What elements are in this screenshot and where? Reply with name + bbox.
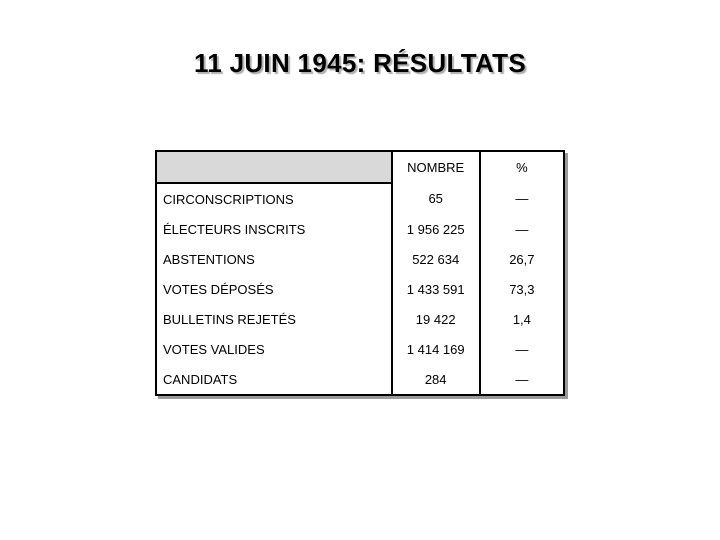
row-label: VOTES DÉPOSÉS: [163, 281, 274, 297]
row-percent: 1,4: [480, 304, 564, 334]
row-number: 65: [392, 183, 480, 214]
table-row: [156, 214, 564, 244]
row-label: CIRCONSCRIPTIONS: [163, 191, 294, 207]
row-percent: 26,7: [480, 244, 564, 274]
row-label: CANDIDATS: [163, 371, 238, 387]
row-percent: —: [480, 214, 564, 244]
row-number: 1 414 169: [392, 334, 480, 364]
row-percent: —: [480, 364, 564, 395]
slide-title: 11 JUIN 1945: RÉSULTATS: [193, 48, 526, 78]
table-header-row: [156, 151, 564, 183]
row-label: BULLETINS REJETÉS: [163, 311, 296, 327]
table-row: [156, 334, 564, 364]
row-number: 1 433 591: [392, 274, 480, 304]
table-row: [156, 183, 564, 214]
row-number: 19 422: [392, 304, 480, 334]
row-number: 1 956 225: [392, 214, 480, 244]
row-number: 522 634: [392, 244, 480, 274]
row-label: VOTES VALIDES: [163, 341, 265, 357]
row-label: ÉLECTEURS INSCRITS: [163, 221, 306, 237]
results-table: [155, 150, 565, 396]
table-row: [156, 274, 564, 304]
row-percent: —: [480, 334, 564, 364]
table-row: [156, 304, 564, 334]
header-number: NOMBRE: [392, 151, 480, 183]
table-row: [156, 364, 564, 395]
row-percent: 73,3: [480, 274, 564, 304]
row-number: 284: [392, 364, 480, 395]
table-row: [156, 244, 564, 274]
header-label-cell: [156, 151, 392, 183]
header-percent: %: [480, 151, 564, 183]
row-label: ABSTENTIONS: [163, 251, 255, 267]
row-percent: —: [480, 183, 564, 214]
